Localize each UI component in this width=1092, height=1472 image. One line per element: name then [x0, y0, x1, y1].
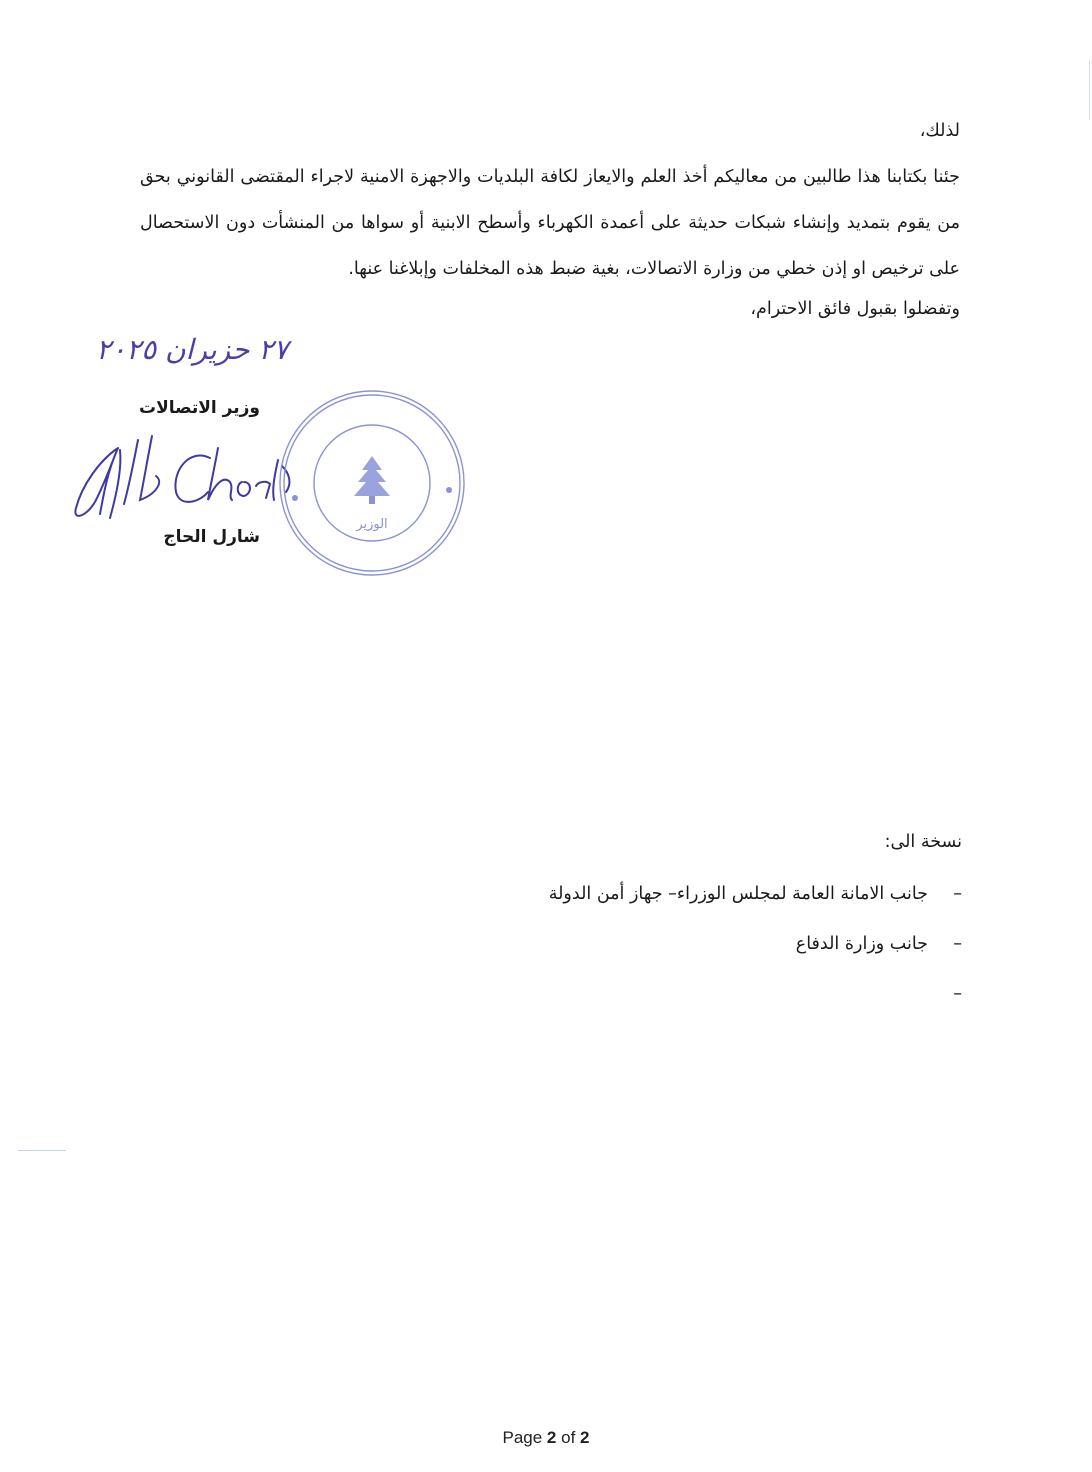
copy-item [440, 974, 962, 1024]
copy-item-text: جانب الامانة العامة لمجلس الوزراء– جهاز أمن الدولة [548, 884, 928, 904]
stamp-inner-text: الوزير [356, 517, 388, 532]
copy-bullet: – [953, 884, 962, 904]
copy-item [440, 924, 962, 974]
copies-label: نسخة الى: [884, 832, 962, 852]
copy-bullet: – [953, 984, 962, 1004]
signatory-title: وزير الاتصالات [139, 398, 260, 418]
copy-item [440, 874, 962, 924]
scan-edge-mark [1089, 60, 1090, 120]
footer-page-word: Page [502, 1428, 543, 1447]
signatory-name: شارل الحاج [163, 527, 260, 547]
handwritten-date: ٢٧ حزيران ٢٠٢٥ [96, 333, 289, 366]
copy-bullet: – [953, 934, 962, 954]
handwritten-signature [60, 430, 300, 525]
page-number-footer [0, 1428, 1092, 1448]
footer-total-pages: 2 [580, 1428, 590, 1447]
footer-of-word: of [561, 1428, 576, 1447]
letter-closing: وتفضلوا بقبول فائق الاحترام، [750, 299, 960, 319]
copy-item-text: جانب وزارة الدفاع [795, 934, 928, 954]
letter-opening: لذلك، [919, 121, 960, 141]
scan-margin-mark [18, 1150, 66, 1151]
copies-section [440, 832, 962, 1024]
letter-paragraph: جئنا بكتابنا هذا طالبين من معاليكم أخذ العلم والايعاز لكافة البلديات والاجهزة الامنية لاجراء المقتضى القانوني بحق من يقوم بتمديد وإنشاء شبكات حديثة على أعمدة الكهرباء وأسطح الابنية أو سواها من المنشأت دون الاستحصال على ترخيص او إذن خطي من وزارة الاتصالات، بغية ضبط هذه المخلفات وإبلاغنا عنها. [140, 167, 960, 279]
footer-current-page: 2 [546, 1428, 557, 1447]
copies-list [440, 874, 962, 1024]
official-stamp [276, 386, 468, 580]
letter-body [140, 108, 960, 332]
